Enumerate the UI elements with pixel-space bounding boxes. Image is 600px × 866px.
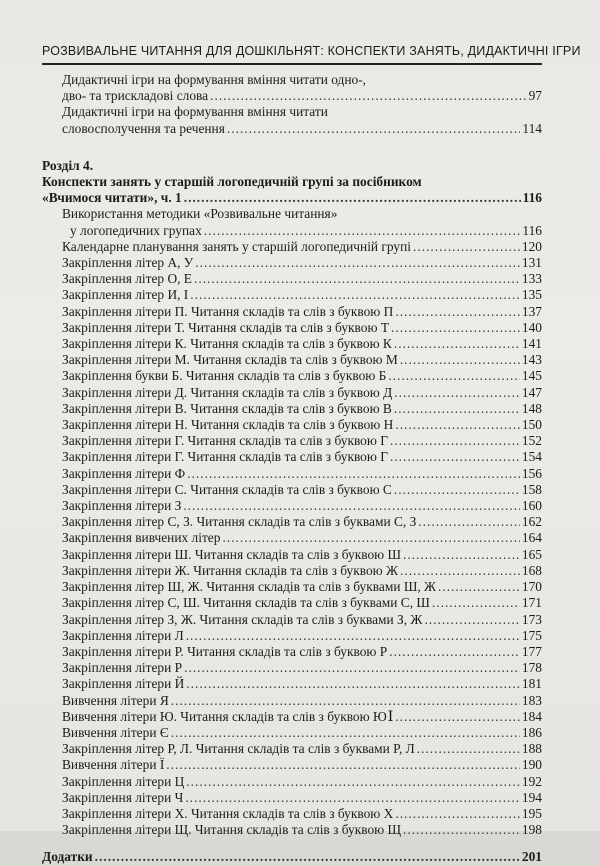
dot-leader: [394, 336, 520, 352]
toc-entry: [42, 774, 542, 790]
toc-entry-line: Закріплення літери Ж. Читання складів та слів з буквою Ж: [62, 562, 398, 578]
page-number: 170: [521, 579, 542, 595]
page-number: 162: [521, 514, 542, 530]
page-number: 192: [521, 773, 542, 789]
section-label: Розділ 4.: [42, 157, 94, 173]
page-number: 114: [522, 120, 542, 136]
dot-leader: [184, 660, 520, 676]
toc-entry: [42, 725, 542, 741]
page-number: 183: [521, 692, 542, 708]
toc-entry: [42, 563, 542, 579]
toc-entry-line: Закріплення літери Л: [62, 627, 184, 643]
dot-leader: [418, 514, 520, 530]
page-number: 97: [528, 88, 542, 104]
toc-entry: [42, 790, 542, 806]
i-beam-cursor-icon: I: [387, 708, 394, 725]
page-number: 195: [521, 805, 542, 821]
dot-leader: [390, 433, 520, 449]
dot-leader: [166, 757, 520, 773]
dot-leader: [395, 417, 520, 433]
toc-entry-line: Закріплення літер С, Ш. Читання складів та слів з буквами С, Ш: [62, 595, 430, 611]
toc-entry-line: Закріплення літери Д. Читання складів та слів з буквою Д: [62, 384, 393, 400]
dot-leader: [183, 498, 520, 514]
page-number: 184: [521, 708, 542, 724]
toc-entry-line: Закріплення літери К. Читання складів та слів з буквою К: [62, 336, 392, 352]
page-number: 120: [521, 238, 542, 254]
page-number: 148: [521, 400, 542, 416]
dot-leader: [186, 676, 520, 692]
dot-leader: [395, 806, 520, 822]
toc-entry: [42, 255, 542, 271]
dot-leader: [424, 612, 519, 628]
toc-entry-line: Закріплення літер И, І: [62, 287, 189, 303]
appendix-label: Додатки: [42, 849, 93, 865]
dot-leader: [400, 563, 520, 579]
section-title-line: «Вчимося читати», ч. 1: [42, 190, 182, 206]
toc-entry: [42, 449, 542, 465]
page-number: 164: [521, 530, 542, 546]
dot-leader: [388, 368, 520, 384]
page-number: 188: [521, 741, 542, 757]
page-number: 173: [521, 611, 542, 627]
page-number: 150: [521, 417, 542, 433]
toc-entry-line: дво- та трискладові слова: [62, 88, 209, 104]
page-number: 198: [521, 822, 542, 838]
page-number: 190: [521, 757, 542, 773]
toc-entry: [42, 709, 542, 725]
toc-entry-line: Закріплення літери Г. Читання складів та слів з буквою Г: [62, 449, 388, 465]
page-number: 181: [521, 676, 542, 692]
toc-entry-line: Закріплення літер З, Ж. Читання складів та слів з буквами З, Ж: [62, 611, 423, 627]
toc-entry-line: Закріплення літери Ф: [62, 465, 186, 481]
toc-entry-line: Закріплення літер Р, Л. Читання складів та слів з буквами Р, Л: [62, 741, 415, 757]
dot-leader: [184, 190, 521, 206]
toc-entry: [42, 72, 542, 104]
dot-leader: [394, 385, 520, 401]
toc-entry: [42, 757, 542, 773]
dot-leader: [390, 449, 520, 465]
toc-entry: [42, 239, 542, 255]
dot-leader: [394, 482, 520, 498]
toc-entry: [42, 433, 542, 449]
page-number: 165: [521, 546, 542, 562]
dot-leader: [400, 352, 520, 368]
page-number: 137: [521, 303, 542, 319]
toc-entry-line: Закріплення літери М. Читання складів та слів з буквою М: [62, 352, 398, 368]
toc-entry-line: у логопедичних групах: [70, 222, 202, 238]
toc-entry: [42, 206, 542, 238]
dot-leader: [417, 741, 520, 757]
toc-entry-line: Вивчення літери Ю. Читання складів та слів з буквою Ю: [62, 708, 387, 724]
toc-items: [42, 206, 542, 838]
dot-leader: [227, 121, 521, 137]
dot-leader: [185, 790, 520, 806]
toc-entry-line: Дидактичні ігри на формування вміння читати: [62, 104, 328, 120]
toc-entry-line: Закріплення літери З: [62, 498, 182, 514]
toc-entry: [42, 644, 542, 660]
toc-entry: [42, 271, 542, 287]
toc-entry: [42, 693, 542, 709]
toc-entry-line: Закріплення літери Й: [62, 676, 185, 692]
toc-entry: [42, 628, 542, 644]
toc-entry-line: Закріплення букви Б. Читання складів та слів з буквою Б: [62, 368, 387, 384]
toc-entry-line: Закріплення літер О, Е: [62, 271, 192, 287]
toc-entry-line: Закріплення літери П. Читання складів та слів з буквою П: [62, 303, 394, 319]
toc-entry: [42, 530, 542, 546]
page-number: 186: [521, 724, 542, 740]
page-number: 158: [521, 481, 542, 497]
dot-leader: [389, 644, 520, 660]
page-number: 145: [521, 368, 542, 384]
dot-leader: [186, 628, 520, 644]
page-number: 177: [521, 643, 542, 659]
dot-leader: [222, 530, 519, 546]
dot-leader: [195, 255, 520, 271]
page-number: 201: [521, 849, 542, 865]
toc-entry: [42, 401, 542, 417]
toc-entry: [42, 336, 542, 352]
page-number: 175: [521, 627, 542, 643]
dot-leader: [210, 88, 526, 104]
toc-entry: [42, 595, 542, 611]
toc-entry-line: словосполучення та речення: [62, 120, 225, 136]
toc-entry: [42, 104, 542, 136]
page-number: 178: [521, 660, 542, 676]
running-head: РОЗВИВАЛЬНЕ ЧИТАННЯ ДЛЯ ДОШКІЛЬНЯТ: КОНСПЕКТИ ЗАНЯТЬ, ДИДАКТИЧНІ ІГРИ: [42, 44, 581, 58]
toc-entry-line: Закріплення літери Ч: [62, 789, 184, 805]
toc-entry-line: Вивчення літери Є: [62, 724, 169, 740]
dot-leader: [395, 709, 520, 725]
toc-entry-line: Календарне планування занять у старшій логопедичній групі: [62, 238, 412, 254]
toc-entry: [42, 579, 542, 595]
dot-leader: [171, 693, 520, 709]
toc-entry: [42, 466, 542, 482]
toc-entry-line: Закріплення літер Ш, Ж. Читання складів та слів з буквами Ш, Ж: [62, 579, 437, 595]
page-number: 116: [522, 222, 542, 238]
table-of-contents: [42, 72, 542, 866]
dot-leader: [194, 271, 520, 287]
dot-leader: [432, 595, 520, 611]
header-rule: [42, 63, 542, 65]
dot-leader: [171, 725, 520, 741]
page-number: 131: [521, 255, 542, 271]
toc-entry-line: Використання методики «Розвивальне читання»: [62, 206, 338, 222]
page-number: 147: [521, 384, 542, 400]
toc-entry-line: Дидактичні ігри на формування вміння читати одно-,: [62, 72, 367, 87]
toc-entry: [42, 498, 542, 514]
toc-entry-line: Вивчення літери Ї: [62, 757, 165, 773]
toc-entry: [42, 417, 542, 433]
dot-leader: [403, 822, 520, 838]
page-number: 133: [521, 271, 542, 287]
toc-entry: [42, 741, 542, 757]
page-number: 160: [521, 498, 542, 514]
page-number: 194: [521, 789, 542, 805]
section-title-entry: [42, 190, 542, 206]
toc-entry-line: Закріплення літери Щ. Читання складів та слів з буквою Щ: [62, 822, 402, 838]
page-number: 143: [521, 352, 542, 368]
toc-entry-line: Закріплення літери Н. Читання складів та слів з буквою Н: [62, 417, 394, 433]
toc-entry: [42, 660, 542, 676]
toc-entry-line: Закріплення літери Ц: [62, 773, 185, 789]
page-number: 168: [521, 562, 542, 578]
page-number: 135: [521, 287, 542, 303]
toc-entry-line: Закріплення літери Г. Читання складів та слів з буквою Г: [62, 433, 388, 449]
dot-leader: [403, 547, 520, 563]
page-number: 156: [521, 465, 542, 481]
dot-leader: [190, 287, 520, 303]
page-number: 140: [521, 319, 542, 335]
toc-entry-line: Закріплення літери Р. Читання складів та слів з буквою Р: [62, 643, 388, 659]
toc-entry: [42, 547, 542, 563]
toc-entry-line: Вивчення літери Я: [62, 692, 169, 708]
toc-entry: [42, 385, 542, 401]
dot-leader: [438, 579, 520, 595]
toc-entry: [42, 320, 542, 336]
dot-leader: [187, 466, 520, 482]
dot-leader: [186, 774, 520, 790]
toc-entry: [42, 612, 542, 628]
toc-entry: [42, 676, 542, 692]
appendix-entry: [42, 849, 542, 865]
toc-entry-line: Закріплення літери Х. Читання складів та слів з буквою Х: [62, 805, 394, 821]
toc-entry-line: Закріплення вивчених літер: [62, 530, 221, 546]
toc-entry: [42, 287, 542, 303]
toc-entry-line: Закріплення літери Т. Читання складів та слів з буквою Т: [62, 319, 390, 335]
page-number: 141: [521, 336, 542, 352]
toc-entry-line: Закріплення літер А, У: [62, 255, 194, 271]
toc-entry-line: Закріплення літери С. Читання складів та слів з буквою С: [62, 481, 392, 497]
page-number: 171: [521, 595, 542, 611]
dot-leader: [95, 849, 520, 865]
dot-leader: [413, 239, 520, 255]
dot-leader: [395, 304, 520, 320]
dot-leader: [204, 223, 521, 239]
toc-entry: [42, 482, 542, 498]
toc-entry-line: Закріплення літери Ш. Читання складів та слів з буквою Ш: [62, 546, 402, 562]
toc-entry: [42, 304, 542, 320]
toc-entry-line: Закріплення літери Р: [62, 660, 183, 676]
toc-entry: [42, 822, 542, 838]
toc-entry: [42, 352, 542, 368]
toc-entry-line: Закріплення літер С, З. Читання складів та слів з буквами С, З: [62, 514, 417, 530]
toc-entry: [42, 514, 542, 530]
page-number: 152: [521, 433, 542, 449]
page-number: 154: [521, 449, 542, 465]
toc-entry: [42, 368, 542, 384]
page-number: 116: [522, 190, 542, 206]
dot-leader: [391, 320, 520, 336]
dot-leader: [394, 401, 520, 417]
toc-entry: [42, 806, 542, 822]
section-title-line: Конспекти занять у старшій логопедичній групі за посібником: [42, 174, 422, 190]
toc-entry-line: Закріплення літери В. Читання складів та слів з буквою В: [62, 400, 392, 416]
